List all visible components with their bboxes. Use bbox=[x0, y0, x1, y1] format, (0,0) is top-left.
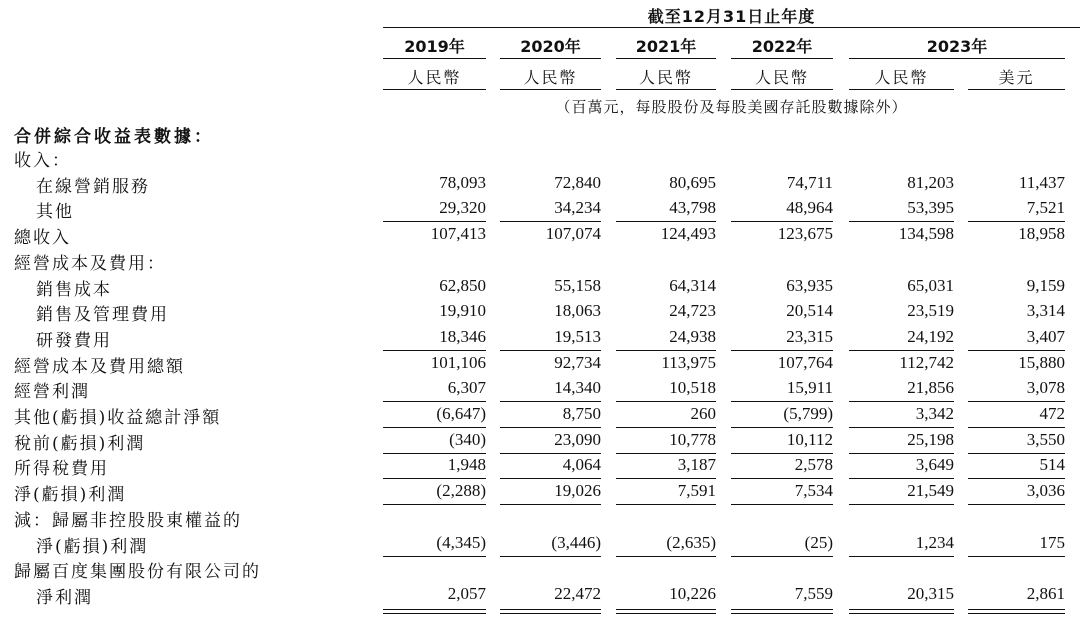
currency-header: 美元 bbox=[998, 68, 1035, 87]
row-value: 8,750 bbox=[562, 404, 601, 423]
row-value: 48,964 bbox=[786, 198, 833, 217]
row-value: 19,026 bbox=[554, 481, 601, 500]
row-rule bbox=[616, 427, 716, 428]
currency-rule bbox=[383, 89, 486, 90]
row-label: 其他(虧損)收益總計淨額 bbox=[14, 408, 222, 428]
row-rule bbox=[616, 453, 716, 454]
row-value: 3,187 bbox=[677, 455, 716, 474]
year-header: 2022年 bbox=[751, 37, 813, 56]
row-label: 減：歸屬非控股股東權益的 bbox=[14, 511, 242, 531]
row-rule bbox=[383, 504, 486, 505]
row-value: 112,742 bbox=[899, 353, 954, 372]
row-rule bbox=[500, 453, 601, 454]
row-value: 10,778 bbox=[669, 430, 716, 449]
year-rule bbox=[616, 58, 716, 59]
row-value: 7,534 bbox=[794, 481, 833, 500]
row-value: 80,695 bbox=[669, 173, 716, 192]
row-value: 64,314 bbox=[669, 276, 716, 295]
row-label: 所得稅費用 bbox=[14, 459, 109, 479]
row-value: 1,948 bbox=[447, 455, 486, 474]
row-label: 稅前(虧損)利潤 bbox=[14, 434, 146, 454]
row-rule bbox=[849, 504, 954, 505]
total-double-rule bbox=[616, 609, 716, 614]
currency-header: 人民幣 bbox=[523, 68, 578, 87]
row-value: 3,649 bbox=[915, 455, 954, 474]
row-value: 25,198 bbox=[907, 430, 954, 449]
row-value: 23,519 bbox=[907, 301, 954, 320]
currency-rule bbox=[849, 89, 954, 90]
row-value: 43,798 bbox=[669, 198, 716, 217]
row-rule bbox=[731, 556, 833, 557]
row-value: 18,346 bbox=[439, 327, 486, 346]
row-rule bbox=[383, 427, 486, 428]
currency-header: 人民幣 bbox=[407, 68, 462, 87]
row-value: 53,395 bbox=[907, 198, 954, 217]
row-value: 19,910 bbox=[439, 301, 486, 320]
row-value: 113,975 bbox=[661, 353, 716, 372]
row-value: 7,559 bbox=[794, 584, 833, 603]
row-value: (340) bbox=[449, 430, 486, 449]
row-rule bbox=[616, 504, 716, 505]
row-value: (5,799) bbox=[783, 404, 833, 423]
row-value: 3,314 bbox=[1026, 301, 1065, 320]
total-double-rule bbox=[383, 609, 486, 614]
row-rule bbox=[500, 427, 601, 428]
row-rule bbox=[383, 478, 486, 479]
row-value: 14,340 bbox=[554, 378, 601, 397]
row-value: 2,861 bbox=[1026, 584, 1065, 603]
row-value: 24,938 bbox=[669, 327, 716, 346]
row-value: 10,226 bbox=[669, 584, 716, 603]
row-value: 10,518 bbox=[669, 378, 716, 397]
row-value: 72,840 bbox=[554, 173, 601, 192]
row-value: 23,090 bbox=[554, 430, 601, 449]
row-rule bbox=[731, 427, 833, 428]
row-value: 21,549 bbox=[907, 481, 954, 500]
currency-rule bbox=[500, 89, 601, 90]
row-label: 在線營銷服務 bbox=[36, 177, 150, 197]
row-value: 260 bbox=[690, 404, 716, 423]
row-value: 10,112 bbox=[786, 430, 833, 449]
row-label: 銷售成本 bbox=[36, 280, 112, 300]
row-value: 18,063 bbox=[554, 301, 601, 320]
row-value: 92,734 bbox=[554, 353, 601, 372]
row-rule bbox=[849, 350, 954, 351]
row-rule bbox=[849, 427, 954, 428]
row-value: 107,764 bbox=[777, 353, 833, 372]
total-double-rule bbox=[500, 609, 601, 614]
currency-header: 人民幣 bbox=[874, 68, 929, 87]
row-value: 20,315 bbox=[907, 584, 954, 603]
row-value: 1,234 bbox=[915, 533, 954, 552]
row-value: 3,550 bbox=[1026, 430, 1065, 449]
row-value: 34,234 bbox=[554, 198, 601, 217]
row-value: 7,591 bbox=[677, 481, 716, 500]
row-rule bbox=[383, 453, 486, 454]
row-value: 175 bbox=[1039, 533, 1065, 552]
row-value: 9,159 bbox=[1026, 276, 1065, 295]
row-rule bbox=[500, 221, 601, 222]
row-rule bbox=[500, 350, 601, 351]
section-title: 合併綜合收益表數據： bbox=[14, 127, 214, 147]
row-rule bbox=[383, 350, 486, 351]
row-label: 銷售及管理費用 bbox=[36, 305, 169, 325]
row-rule bbox=[968, 350, 1065, 351]
year-rule bbox=[383, 58, 486, 59]
row-value: 107,413 bbox=[430, 224, 486, 243]
row-value: 7,521 bbox=[1026, 198, 1065, 217]
row-value: 2,578 bbox=[794, 455, 833, 474]
row-rule bbox=[849, 478, 954, 479]
row-rule bbox=[731, 453, 833, 454]
row-label: 淨利潤 bbox=[36, 588, 93, 608]
unit-note: （百萬元，每股股份及每股美國存託股數據除外） bbox=[555, 98, 908, 116]
year-header: 2021年 bbox=[635, 37, 697, 56]
row-label: 歸屬百度集團股份有限公司的 bbox=[14, 562, 261, 582]
row-rule bbox=[968, 427, 1065, 428]
year-header: 2019年 bbox=[404, 37, 465, 56]
row-rule bbox=[731, 221, 833, 222]
row-value: (2,288) bbox=[436, 481, 486, 500]
row-value: (4,345) bbox=[436, 533, 486, 552]
row-value: 2,057 bbox=[447, 584, 486, 603]
row-label: 經營成本及費用總額 bbox=[14, 357, 185, 377]
row-value: 3,036 bbox=[1026, 481, 1065, 500]
row-value: 20,514 bbox=[786, 301, 833, 320]
row-label: 研發費用 bbox=[36, 331, 112, 351]
row-rule bbox=[968, 478, 1065, 479]
row-value: 101,106 bbox=[430, 353, 486, 372]
row-rule bbox=[849, 221, 954, 222]
row-value: 24,723 bbox=[669, 301, 716, 320]
row-value: 23,315 bbox=[786, 327, 833, 346]
row-value: 3,078 bbox=[1026, 378, 1065, 397]
row-rule bbox=[731, 478, 833, 479]
row-label: 淨(虧損)利潤 bbox=[14, 485, 127, 505]
row-rule bbox=[500, 401, 601, 402]
row-value: 3,342 bbox=[915, 404, 954, 423]
row-rule bbox=[968, 556, 1065, 557]
year-header: 2023年 bbox=[926, 37, 988, 56]
row-value: 24,192 bbox=[907, 327, 954, 346]
row-rule bbox=[616, 556, 716, 557]
currency-rule bbox=[968, 89, 1065, 90]
year-rule bbox=[849, 58, 1065, 59]
row-value: 22,472 bbox=[554, 584, 601, 603]
row-label: 其他 bbox=[36, 202, 74, 222]
row-value: 514 bbox=[1039, 455, 1065, 474]
row-label: 收入： bbox=[14, 151, 71, 171]
row-value: (6,647) bbox=[436, 404, 486, 423]
row-value: 124,493 bbox=[660, 224, 716, 243]
row-value: 4,064 bbox=[562, 455, 601, 474]
total-double-rule bbox=[849, 609, 954, 614]
row-rule bbox=[616, 221, 716, 222]
row-value: 123,675 bbox=[777, 224, 833, 243]
row-rule bbox=[731, 350, 833, 351]
row-value: 74,711 bbox=[786, 173, 833, 192]
currency-rule bbox=[616, 89, 716, 90]
row-value: 78,093 bbox=[439, 173, 486, 192]
row-rule bbox=[500, 504, 601, 505]
row-rule bbox=[616, 350, 716, 351]
period-header: 截至12月31日止年度 bbox=[647, 7, 816, 26]
year-rule bbox=[500, 58, 601, 59]
year-rule bbox=[731, 58, 833, 59]
period-rule bbox=[383, 27, 1080, 28]
row-value: 3,407 bbox=[1026, 327, 1065, 346]
row-value: 63,935 bbox=[786, 276, 833, 295]
row-value: 62,850 bbox=[439, 276, 486, 295]
row-value: 134,598 bbox=[898, 224, 954, 243]
row-rule bbox=[731, 401, 833, 402]
row-rule bbox=[968, 453, 1065, 454]
row-value: 6,307 bbox=[447, 378, 486, 397]
row-rule bbox=[383, 221, 486, 222]
row-rule bbox=[968, 504, 1065, 505]
currency-header: 人民幣 bbox=[638, 68, 693, 87]
row-rule bbox=[500, 556, 601, 557]
total-double-rule bbox=[731, 609, 833, 614]
row-rule bbox=[500, 478, 601, 479]
row-value: 81,203 bbox=[907, 173, 954, 192]
row-value: 107,074 bbox=[545, 224, 601, 243]
row-value: 15,911 bbox=[786, 378, 833, 397]
row-rule bbox=[849, 453, 954, 454]
row-value: 11,437 bbox=[1018, 173, 1065, 192]
row-value: 18,958 bbox=[1018, 224, 1065, 243]
total-double-rule bbox=[968, 609, 1065, 614]
row-value: 472 bbox=[1039, 404, 1065, 423]
row-rule bbox=[616, 478, 716, 479]
row-value: 21,856 bbox=[907, 378, 954, 397]
row-rule bbox=[849, 401, 954, 402]
row-label: 經營利潤 bbox=[14, 382, 90, 402]
row-value: 15,880 bbox=[1018, 353, 1065, 372]
row-label: 淨(虧損)利潤 bbox=[36, 537, 149, 557]
row-rule bbox=[968, 221, 1065, 222]
year-header: 2020年 bbox=[520, 37, 581, 56]
row-value: 29,320 bbox=[439, 198, 486, 217]
row-value: 55,158 bbox=[554, 276, 601, 295]
row-rule bbox=[383, 556, 486, 557]
row-value: (2,635) bbox=[666, 533, 716, 552]
row-rule bbox=[849, 556, 954, 557]
row-value: (25) bbox=[804, 533, 833, 552]
row-value: 19,513 bbox=[554, 327, 601, 346]
row-label: 總收入 bbox=[14, 228, 71, 248]
row-rule bbox=[616, 401, 716, 402]
row-value: 65,031 bbox=[907, 276, 954, 295]
currency-rule bbox=[731, 89, 833, 90]
row-rule bbox=[383, 401, 486, 402]
row-label: 經營成本及費用： bbox=[14, 254, 166, 274]
row-rule bbox=[968, 401, 1065, 402]
currency-header: 人民幣 bbox=[754, 68, 809, 87]
row-value: (3,446) bbox=[551, 533, 601, 552]
row-rule bbox=[731, 504, 833, 505]
